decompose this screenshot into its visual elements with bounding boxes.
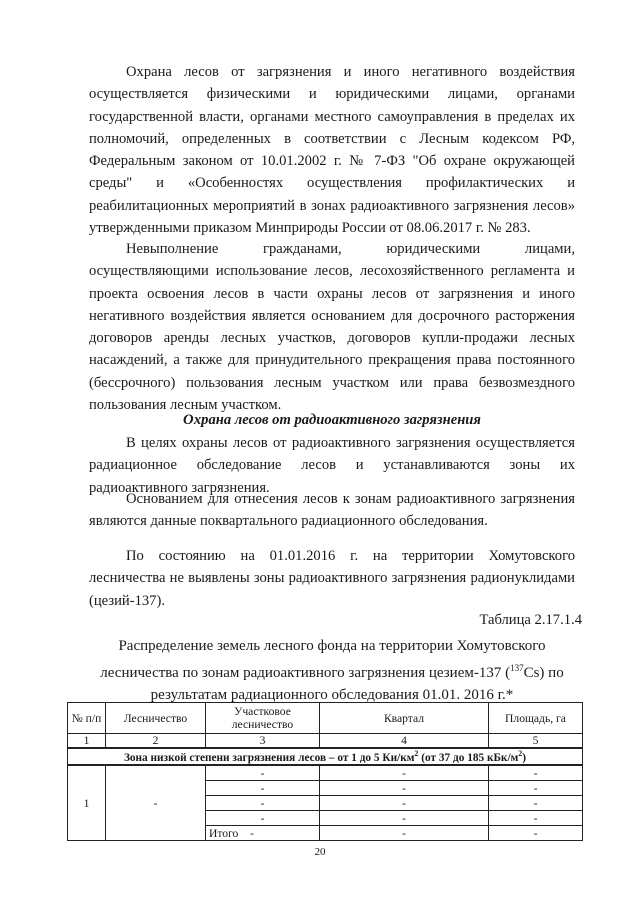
row-district: - <box>206 811 320 826</box>
row-area: - <box>489 796 583 811</box>
row-quarter: - <box>320 765 489 781</box>
total-quarter: - <box>320 826 489 841</box>
total-label: Итого <box>209 826 239 840</box>
row-quarter: - <box>320 781 489 796</box>
total-district: - <box>249 826 254 840</box>
table-caption <box>89 635 575 706</box>
col-number-1: 1 <box>68 734 106 749</box>
radioactive-zones-table <box>67 702 583 841</box>
header-quarter: Квартал <box>320 703 489 734</box>
paragraph-pollution-protection: Охрана лесов от загрязнения и иного негативного воздействия осуществляется физическими и юридическими лицами, органами государственной власти, органами местного самоуправления в пределах их полномочий, определенных в соответствии с Лесным кодексом РФ, Федеральным законом от 10.01.2002 г. № 7-ФЗ "Об охране окружающей среды" и «Особенностях осуществления профилактических и реабилитационных мероприятий в зонах радиоактивного загрязнения лесов» утвержденными приказом Минприроды России от 08.06.2017 г. № 283. <box>89 64 575 237</box>
paragraph-zone-basis: Основанием для отнесения лесов к зонам радиоактивного загрязнения являются данные поквартального радиационного обследования. <box>89 491 575 530</box>
caption-line-3: результатам радиационного обследования 01.01. 2016 г.* <box>150 687 514 703</box>
col-number-4: 4 <box>320 734 489 749</box>
col-number-2: 2 <box>106 734 206 749</box>
row-area: - <box>489 811 583 826</box>
row-area: - <box>489 765 583 781</box>
row-quarter: - <box>320 796 489 811</box>
table-header-row <box>68 703 583 734</box>
paragraph-status-2016: По состоянию на 01.01.2016 г. на территории Хомутовского лесничества не выявлены зоны радиоактивного загрязнения радионуклидами (цезий-137). <box>89 548 575 609</box>
row-district: - <box>206 796 320 811</box>
row-district: - <box>206 781 320 796</box>
header-district-forestry: Участковое лесничество <box>206 703 320 734</box>
col-number-3: 3 <box>206 734 320 749</box>
row-area: - <box>489 781 583 796</box>
row-number: 1 <box>68 765 106 841</box>
table-zone-row <box>68 748 583 765</box>
total-area: - <box>489 826 583 841</box>
table-label: Таблица 2.17.1.4 <box>479 612 582 628</box>
paragraph-violation-consequences: Невыполнение гражданами, юридическими лицами, осуществляющими использование лесов, лесохозяйственного регламента и проекта освоения лесов в части охраны лесов от загрязнения и иного негативного воздействия является основанием для досрочного расторжения договоров аренды лесных участков, договоров купли-продажи лесных насаждений, а также для принудительного прекращения права постоянного (бессрочного) пользования лесным участком или права безвозмездного пользования лесным участком. <box>89 241 575 414</box>
col-number-5: 5 <box>489 734 583 749</box>
header-forestry: Лесничество <box>106 703 206 734</box>
page-number: 20 <box>314 846 326 858</box>
section-heading: Охрана лесов от радиоактивного загрязнения <box>183 412 481 428</box>
table-row <box>68 765 583 781</box>
row-quarter: - <box>320 811 489 826</box>
paragraph-radiation-survey: В целях охраны лесов от радиоактивного загрязнения осуществляется радиационное обследование лесов и устанавливаются зоны их радиоактивного загрязнения. <box>89 435 575 496</box>
caption-line-1: Распределение земель лесного фонда на территории Хомутовского <box>118 638 546 654</box>
header-number: № п/п <box>68 703 106 734</box>
row-forestry: - <box>106 765 206 841</box>
total-cell <box>206 826 320 841</box>
row-district: - <box>206 765 320 781</box>
table-column-numbers-row <box>68 734 583 749</box>
caption-line-2: лесничества по зонам радиоактивного загрязнения цезием-137 ($^{137}$Cs) по <box>100 663 564 681</box>
header-area: Площадь, га <box>489 703 583 734</box>
zone-title: Зона низкой степени загрязнения лесов – от 1 до 5 $Ки/км^2$ (от 37 до 185 кБк/$м^2$) <box>68 748 583 765</box>
